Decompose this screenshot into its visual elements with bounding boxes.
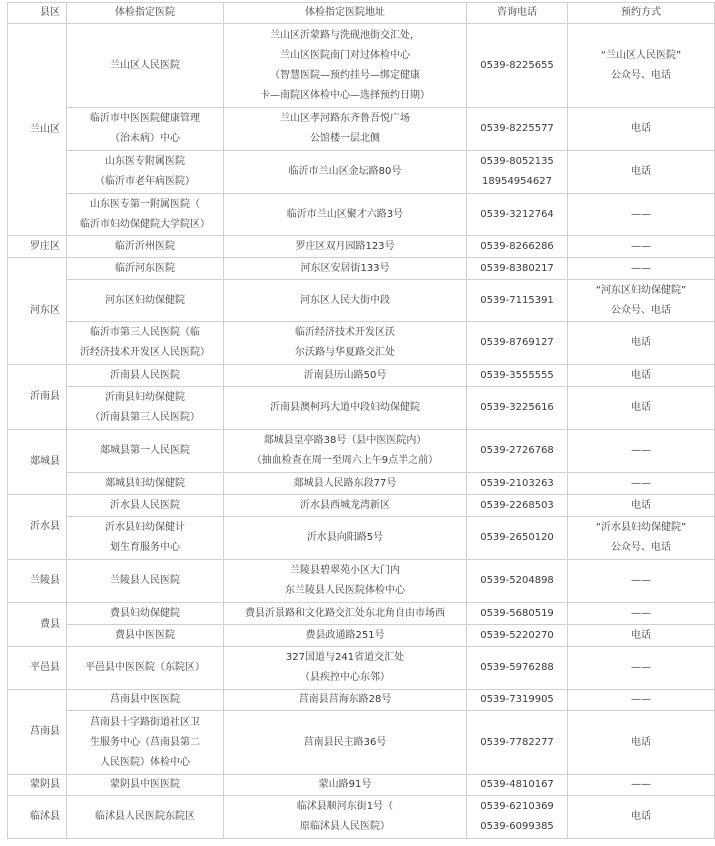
county-cell: 沂水县 [8, 495, 67, 560]
table-row [8, 517, 715, 560]
booking-cell: —— [568, 647, 715, 690]
booking-cell: 电话 [568, 151, 715, 194]
booking-cell: 电话 [568, 796, 715, 839]
address-cell: 罗庄区双月园路123号 [224, 236, 467, 258]
phone-cell: 0539-4810167 [467, 775, 568, 796]
address-cell: 兰陵县碧翠苑小区大门内 东兰陵县人民医院体检中心 [224, 560, 467, 603]
table-container [7, 2, 715, 839]
table-row [8, 322, 715, 365]
hospital-cell: 临沂市中医医院健康管理 （治未病）中心 [67, 108, 224, 151]
booking-cell: —— [568, 775, 715, 796]
table-row [8, 151, 715, 194]
phone-cell: 0539-5976288 [467, 647, 568, 690]
hospital-cell: 莒南县中医医院 [67, 690, 224, 711]
county-cell: 兰陵县 [8, 560, 67, 603]
header-booking: 预约方式 [568, 3, 715, 24]
table-row [8, 108, 715, 151]
table-row [8, 560, 715, 603]
hospital-cell: 兰山区人民医院 [67, 24, 224, 108]
table-row [8, 280, 715, 322]
table-row [8, 387, 715, 430]
phone-cell: 0539-2268503 [467, 495, 568, 517]
table-row [8, 711, 715, 775]
booking-cell: 电话 [568, 495, 715, 517]
phone-cell: 0539-3212764 [467, 194, 568, 236]
phone-cell: 0539-6210369 0539-6099385 [467, 796, 568, 839]
phone-cell: 0539-8225655 [467, 24, 568, 108]
booking-cell: 电话 [568, 365, 715, 387]
table-row [8, 24, 715, 108]
address-cell: 327国道与241省道交汇处 （县疾控中心东邻） [224, 647, 467, 690]
table-row [8, 603, 715, 625]
booking-cell: —— [568, 258, 715, 280]
phone-cell: 0539-2103263 [467, 473, 568, 495]
hospital-cell: 莒南县十字路街道社区卫 生服务中心（莒南县第二 人民医院）体检中心 [67, 711, 224, 775]
county-cell: 沂南县 [8, 365, 67, 430]
county-cell: 罗庄区 [8, 236, 67, 258]
phone-cell: 0539-8380217 [467, 258, 568, 280]
booking-cell: 电话 [568, 711, 715, 775]
header-address: 体检指定医院地址 [224, 3, 467, 24]
physical-exam-hospitals-table [7, 2, 715, 839]
booking-cell: “河东区妇幼保健院” 公众号、电话 [568, 280, 715, 322]
phone-cell: 0539-7319905 [467, 690, 568, 711]
county-cell: 蒙阴县 [8, 775, 67, 796]
address-cell: 沂水县向阳路5号 [224, 517, 467, 560]
hospital-cell: 河东区妇幼保健院 [67, 280, 224, 322]
table-row [8, 236, 715, 258]
phone-cell: 0539-3555555 [467, 365, 568, 387]
phone-cell: 0539-2650120 [467, 517, 568, 560]
booking-cell: 电话 [568, 387, 715, 430]
address-cell: 临沂市兰山区金坛路80号 [224, 151, 467, 194]
table-row [8, 647, 715, 690]
county-cell: 临沭县 [8, 796, 67, 839]
phone-cell: 0539-8052135 18954954627 [467, 151, 568, 194]
table-row [8, 775, 715, 796]
hospital-cell: 郯城县妇幼保健院 [67, 473, 224, 495]
phone-cell: 0539-3225616 [467, 387, 568, 430]
phone-cell: 0539-8266286 [467, 236, 568, 258]
county-cell: 兰山区 [8, 24, 67, 236]
address-cell: 临沭县顺河东街1号（ 原临沭县人民医院） [224, 796, 467, 839]
hospital-cell: 沂南县妇幼保健院 （沂南县第三人民医院） [67, 387, 224, 430]
hospital-cell: 费县中医医院 [67, 625, 224, 647]
hospital-cell: 郯城县第一人民医院 [67, 430, 224, 473]
booking-cell: —— [568, 194, 715, 236]
booking-cell: —— [568, 690, 715, 711]
phone-cell: 0539-5220270 [467, 625, 568, 647]
address-cell: 兰山区沂蒙路与洗砚池街交汇处， 兰山区医院南门对过体检中心 （智慧医院—预约挂号—绑定健康 卡—南院区体检中心—选择预约日期） [224, 24, 467, 108]
booking-cell: 电话 [568, 322, 715, 365]
hospital-cell: 费县妇幼保健院 [67, 603, 224, 625]
hospital-cell: 临沂市第三人民医院（临 沂经济技术开发区人民医院） [67, 322, 224, 365]
address-cell: 河东区安居街133号 [224, 258, 467, 280]
table-row [8, 796, 715, 839]
table-row [8, 194, 715, 236]
phone-cell: 0539-8769127 [467, 322, 568, 365]
booking-cell: “沂水县妇幼保健院” 公众号、电话 [568, 517, 715, 560]
hospital-cell: 沂水县妇幼保健计 划生育服务中心 [67, 517, 224, 560]
booking-cell: —— [568, 236, 715, 258]
county-cell: 郯城县 [8, 430, 67, 495]
phone-cell: 0539-7782277 [467, 711, 568, 775]
address-cell: 沂水县西城龙湾新区 [224, 495, 467, 517]
address-cell: 郯城县人民路东段77号 [224, 473, 467, 495]
hospital-cell: 山东医专第一附属医院（ 临沂市妇幼保健院大学院区） [67, 194, 224, 236]
phone-cell: 0539-2726768 [467, 430, 568, 473]
booking-cell: —— [568, 560, 715, 603]
hospital-cell: 临沂沂州医院 [67, 236, 224, 258]
table-row [8, 625, 715, 647]
table-row [8, 690, 715, 711]
booking-cell: —— [568, 473, 715, 495]
address-cell: 费县政通路251号 [224, 625, 467, 647]
address-cell: 蒙山路91号 [224, 775, 467, 796]
table-row [8, 365, 715, 387]
county-cell: 费县 [8, 603, 67, 647]
county-cell: 莒南县 [8, 690, 67, 775]
header-county: 县区 [8, 3, 67, 24]
address-cell: 莒南县民主路36号 [224, 711, 467, 775]
address-cell: 临沂市兰山区聚才六路3号 [224, 194, 467, 236]
booking-cell: 电话 [568, 108, 715, 151]
hospital-cell: 山东医专附属医院 （临沂市老年病医院） [67, 151, 224, 194]
county-cell: 河东区 [8, 258, 67, 365]
header-phone: 咨询电话 [467, 3, 568, 24]
address-cell: 郯城县皇亭路38号（县中医医院内） （抽血检查在周一至周六上午9点半之前） [224, 430, 467, 473]
hospital-cell: 平邑县中医医院（东院区） [67, 647, 224, 690]
phone-cell: 0539-5204898 [467, 560, 568, 603]
hospital-cell: 蒙阴县中医医院 [67, 775, 224, 796]
hospital-cell: 兰陵县人民医院 [67, 560, 224, 603]
booking-cell: 电话 [568, 625, 715, 647]
phone-cell: 0539-8225577 [467, 108, 568, 151]
table-header-row [8, 3, 715, 24]
booking-cell: —— [568, 603, 715, 625]
header-hospital: 体检指定医院 [67, 3, 224, 24]
address-cell: 费县沂景路和文化路交汇处东北角自由市场西 [224, 603, 467, 625]
table-row [8, 495, 715, 517]
phone-cell: 0539-5680519 [467, 603, 568, 625]
address-cell: 河东区人民大街中段 [224, 280, 467, 322]
booking-cell: “兰山区人民医院” 公众号、电话 [568, 24, 715, 108]
county-cell: 平邑县 [8, 647, 67, 690]
address-cell: 沂南县澳柯玛大道中段妇幼保健院 [224, 387, 467, 430]
hospital-cell: 临沭县人民医院东院区 [67, 796, 224, 839]
hospital-cell: 沂南县人民医院 [67, 365, 224, 387]
address-cell: 临沂经济技术开发区沃 尔沃路与华夏路交汇处 [224, 322, 467, 365]
hospital-cell: 沂水县人民医院 [67, 495, 224, 517]
table-row [8, 258, 715, 280]
hospital-cell: 临沂河东医院 [67, 258, 224, 280]
phone-cell: 0539-7115391 [467, 280, 568, 322]
table-row [8, 473, 715, 495]
address-cell: 沂南县历山路50号 [224, 365, 467, 387]
address-cell: 兰山区孝河路东齐鲁吾悦广场 公馆楼一层北侧 [224, 108, 467, 151]
address-cell: 莒南县莒海东路28号 [224, 690, 467, 711]
booking-cell: —— [568, 430, 715, 473]
table-row [8, 430, 715, 473]
